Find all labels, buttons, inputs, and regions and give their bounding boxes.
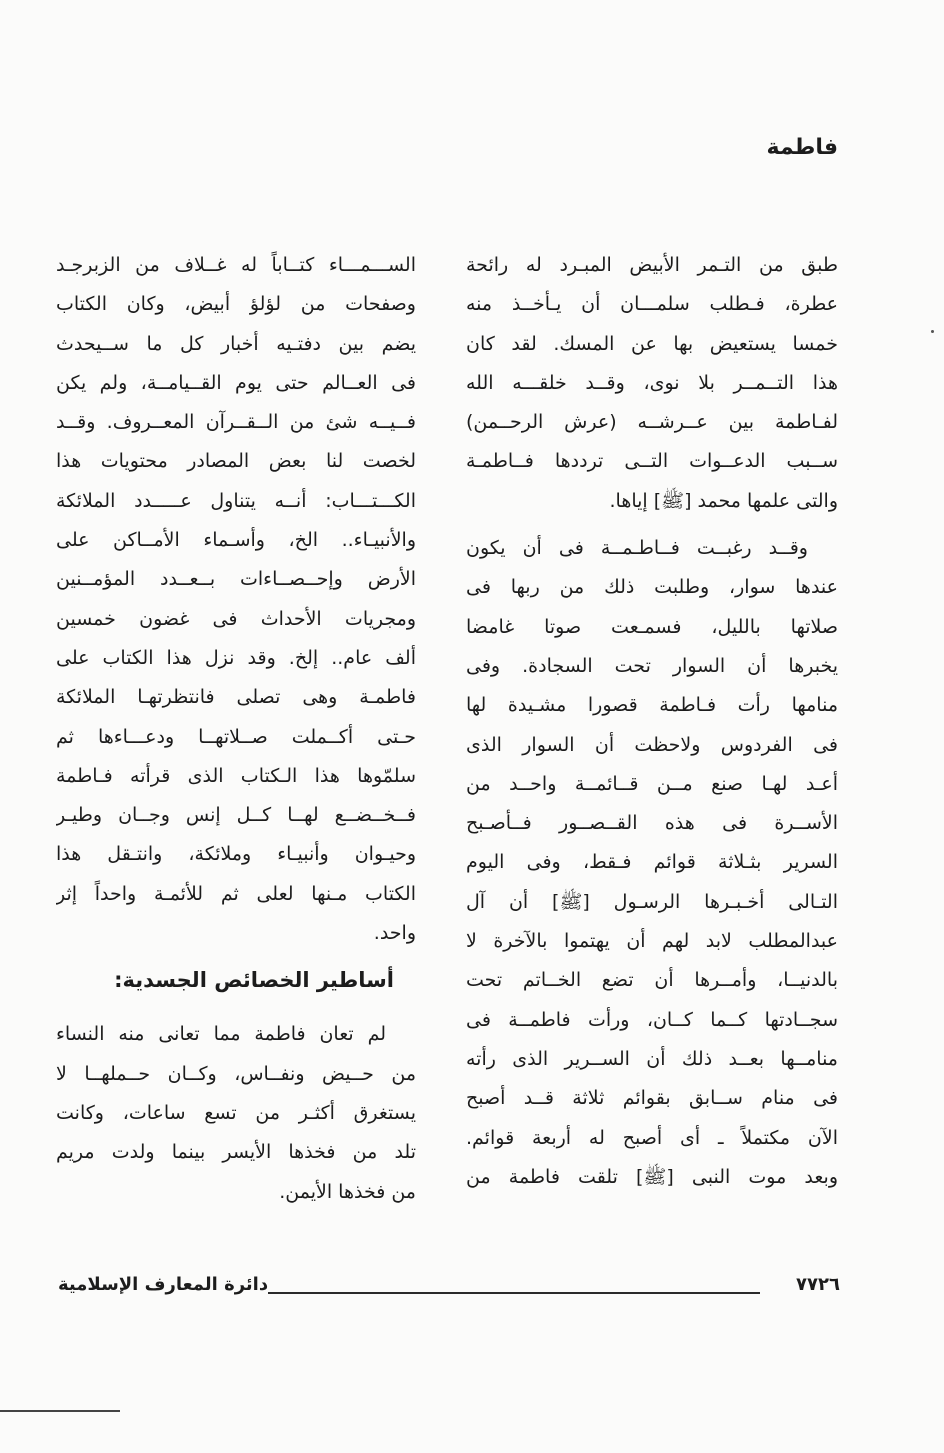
text-line: حـتى أكــملت صــلاتهــا ودعـــاءها ثم: [56, 725, 416, 748]
text-line: والأنبيـاء.. الخ، وأسـماء الأمــاكن على: [56, 529, 416, 552]
page-number: ٧٧٢٦: [796, 1274, 840, 1295]
text-line: خمسا يستعيض بها عن المسك. لقد كان: [466, 332, 838, 355]
scan-edge-line: [0, 1410, 120, 1412]
running-header-title: فاطمة: [766, 135, 838, 160]
left-paragraph-2: [56, 1015, 416, 1211]
text-line: لم تعان فاطمة مما تعانى منه النساء: [56, 1023, 386, 1046]
text-line: فى الفردوس ولاحظت أن السوار الذى: [466, 733, 838, 756]
text-line: هذا التــمــر بلا نوى، وقــد خلقـــه الله: [466, 371, 838, 394]
text-line: عبدالمطلب لابد لهم أن يهتموا بالآخرة لا: [466, 930, 838, 953]
text-line: الكتاب مـنها لعلى ثم للأئمـة واحداً إثر: [56, 882, 416, 905]
text-line: التـالى أخـبـرها الرسـول [ﷺ] أن آل: [466, 890, 838, 913]
text-line: سلمّوها هذا الـكتاب الذى قرأته فـاطمة: [56, 764, 416, 787]
text-line: تلد من فخذها الأيسر بينما ولدت مريم: [56, 1141, 416, 1164]
text-line: لخصت لنا بعض المصادر محتويات هذا: [56, 450, 416, 473]
right-paragraph-2: [466, 529, 838, 1197]
text-line: منامــها بعــد ذلك أن الســرير الذى رأته: [466, 1047, 838, 1070]
text-line: يضم بين دفتـيه أخبار كل ما ســيحدث: [56, 332, 416, 355]
text-line: صلاتها بالليل، فسمـعت صوتا غامضا: [466, 615, 838, 638]
text-line: منامها رأت فـاطمة قصورا مشـيدة لها: [466, 694, 838, 717]
text-line: الآن مكتملاً ـ أى أصبح له أربعة قوائم.: [466, 1126, 838, 1149]
text-line: والتى علمها محمد [ﷺ] إياها.: [609, 489, 838, 512]
text-line: فى منام ســابق بقوائم ثلاثة قــد أصبح: [466, 1087, 838, 1110]
paragraph-gap: [466, 521, 838, 529]
text-line: طبق من التـمر الأبيض المبـرد له رائحة: [466, 254, 838, 276]
text-line: الســـمـــاء كتــاباً له غــلاف من الزبرجـد: [56, 254, 416, 276]
text-line: من فخذها الأيمن.: [279, 1180, 416, 1203]
page-footer: [58, 1268, 840, 1308]
text-line: واحد.: [373, 922, 416, 945]
text-line: وبعد موت النبى [ﷺ] تلقت فاطمة من: [466, 1165, 838, 1188]
text-line: يخبرها أن السوار تحت السجادة. وفى: [466, 654, 838, 677]
text-line: وصفحات من لؤلؤ أبيض، وكان الكتاب: [56, 293, 416, 316]
text-line: فاطمـة وهى تصلى فانتظرتهـا الملائكة: [56, 686, 416, 709]
text-line: عطرة، فـطلب سلمـــان أن يـأخــذ منه: [466, 293, 838, 316]
text-line: بالدنيــا، وأمــرها أن تضع الخــاتم تحت: [466, 969, 838, 992]
text-line: فــيــه شئ من الــقــرآن المعــروف. وقــد: [56, 411, 416, 434]
left-column: [56, 246, 416, 1212]
text-line: فى العــالم حتى يوم القــيامــة، ولم يكن: [56, 371, 416, 394]
text-line: ســبب الدعــوات التــى ترددها فــاطمـة: [466, 450, 838, 473]
text-line: وقــد رغبــت فــاطـمــة فى أن يكون: [466, 537, 808, 560]
right-paragraph-1: [466, 246, 838, 521]
section-heading: أساطير الخصائص الجسدية:: [114, 968, 394, 993]
left-paragraph-1: [56, 246, 416, 953]
text-line: عندها سوار، وطلبت ذلك من ربها فى: [466, 576, 838, 599]
text-line: ومجريات الأحداث فى غضون خمسين: [56, 607, 416, 630]
text-line: أعـد لهـا صنع مــن قــائمــة واحــد من: [466, 772, 838, 795]
text-line: الأســرة فى هذه القــصــور فــأصـبح: [466, 812, 838, 835]
text-line: لفـاطمة بين عــرشــه (عرش الرحــمن): [466, 411, 838, 434]
text-line: ألف عام.. إلخ. وقد نزل هذا الكتاب على: [56, 646, 416, 669]
footer-divider: [268, 1292, 760, 1294]
scan-speck: [931, 330, 934, 333]
text-line: الأرض وإحــصــاءات بــعــدد المؤمــنين: [56, 568, 416, 591]
text-line: من حــيض ونفــاس، وكــان حــملهــا لا: [56, 1062, 416, 1085]
text-line: يستغرق أكثـر من تسع ساعات، وكانت: [56, 1101, 416, 1124]
text-line: السرير بثـلاثة قوائم فـقط، وفى اليوم: [466, 851, 838, 874]
right-column: [466, 246, 838, 1197]
footer-source-title: دائرة المعارف الإسلامية: [58, 1274, 269, 1295]
text-line: الكـــتـــاب: أنــه يتناول عـــــدد الملائكة: [56, 489, 416, 512]
text-line: فــخــضــع لهــا كــل إنس وجــان وطيـر: [56, 804, 416, 827]
text-line: وحيـوان وأنبيـاء وملائكة، وانتـقل هذا: [56, 843, 416, 866]
text-line: سجــادتها كــما كــان، ورأت فاطمــة فى: [466, 1008, 838, 1031]
